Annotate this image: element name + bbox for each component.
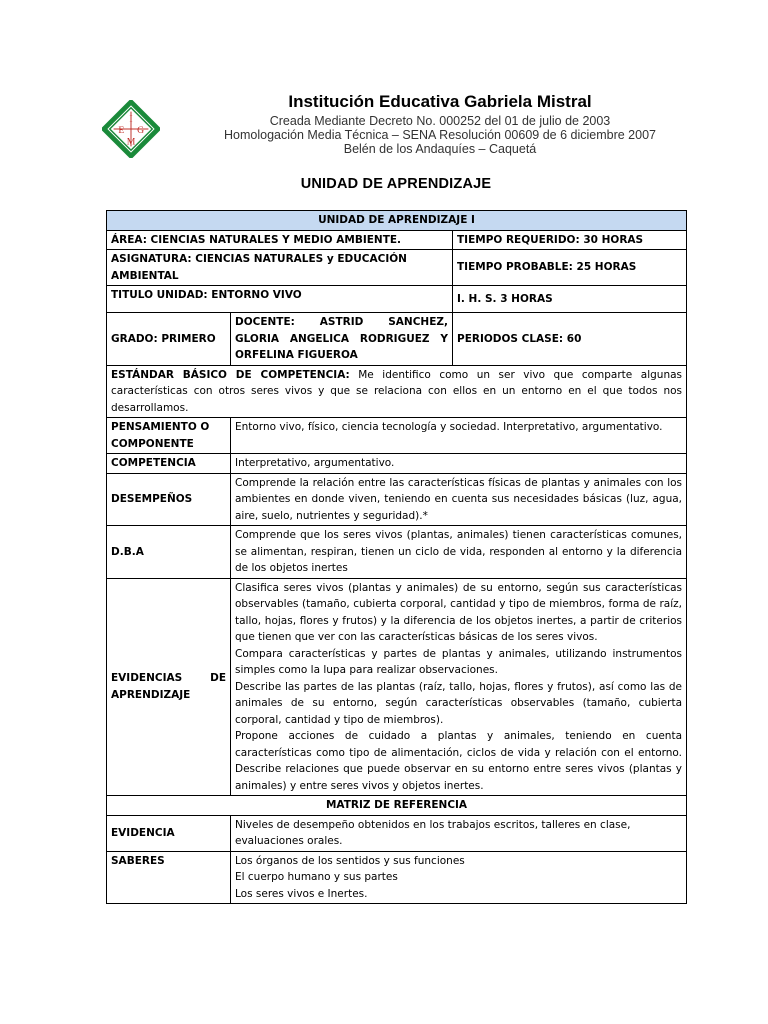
reference-matrix-heading: MATRIZ DE REFERENCIA [107,796,687,816]
svg-text:E: E [118,124,125,136]
probable-time-cell: TIEMPO PROBABLE: 25 HORAS [453,250,687,286]
creation-decree: Creada Mediante Decreto No. 000252 del 01 de julio de 2003 [269,114,611,128]
document-title: UNIDAD DE APRENDIZAJE [300,176,492,192]
evidence-label-word3: APRENDIZAJE [111,688,191,701]
performance-text: Comprende la relación entre las características físicas de plantas y animales con los ambientes en donde viven, teniendo en cuenta sus necesidades básicas (luz, agua, aire, suelo, nutrientes y seguridad).* [231,473,687,526]
weekly-hours-cell: I. H. S. 3 HORAS [453,286,687,313]
required-time-cell: TIEMPO REQUERIDO: 30 HORAS [453,230,687,250]
svg-text:M: M [126,136,136,148]
dba-label: D.B.A [107,526,231,579]
evidence-label-word2: DE [210,672,226,685]
evidence-label [107,578,231,796]
knowledge-item: El cuerpo humano y sus partes [235,871,398,883]
learning-unit-table [106,210,687,904]
area-cell: ÁREA: CIENCIAS NATURALES Y MEDIO AMBIENTE. [107,230,453,250]
unit-title-cell: TITULO UNIDAD: ENTORNO VIVO [107,286,453,313]
school-logo-icon [102,100,160,158]
evidence-label-word1: EVIDENCIAS [111,672,183,685]
knowledge-list [231,851,687,904]
performance-label: DESEMPEÑOS [107,473,231,526]
evidence-paragraph: Compara características y partes de plantas y animales, utilizando instrumentos simples como la lupa para realizar observaciones. [235,647,683,676]
competence-text: Interpretativo, argumentativo. [231,454,687,474]
standard-label: ESTÁNDAR BÁSICO DE COMPETENCIA: [111,368,350,381]
knowledge-label: SABERES [107,851,231,904]
svg-text:G: G [137,124,145,136]
svg-text:I: I [129,113,133,125]
evidence-paragraph: Clasifica seres vivos (plantas y animales) de su entorno, según sus características observables (tamaño, cubierta corporal, cantidad y tipo de miembros, forma de raíz, tallo, hojas, flores y frutos) y la diferencia de los objetos inertes, a partir de criterios que tienen que ver con las características básicas de los seres vivos. [235,581,683,643]
institution-info [200,88,680,156]
grade-cell: GRADO: PRIMERO [107,313,231,366]
evidence-text [231,578,687,796]
dba-text: Comprende que los seres vivos (plantas, animales) tienen características comunes, se alimentan, respiran, tienen un ciclo de vida, responden al entorno y la diferencia de los objetos inertes [231,526,687,579]
institution-name: Institución Educativa Gabriela Mistral [288,92,592,111]
evidence-matrix-text: Niveles de desempeño obtenidos en los trabajos escritos, talleres en clase, evaluaciones orales. [231,815,687,851]
evidence-matrix-label: EVIDENCIA [107,815,231,851]
knowledge-item: Los órganos de los sentidos y sus funciones [235,854,465,867]
subject-cell: ASIGNATURA: CIENCIAS NATURALES y EDUCACIÓN AMBIENTAL [107,250,453,286]
competence-label: COMPETENCIA [107,454,231,474]
evidence-paragraph: Describe las partes de las plantas (raíz, tallo, hojas, flores y frutos), así como las de animales de su entorno, según características observables (tamaño, cubierta corporal, cantidad y tipo de miembros). [235,680,683,726]
location: Belén de los Andaquíes – Caquetá [343,142,537,156]
thought-component-label: PENSAMIENTO O COMPONENTE [107,418,231,454]
unit-heading: UNIDAD DE APRENDIZAJE I [107,211,687,231]
class-periods-cell: PERIODOS CLASE: 60 [453,313,687,366]
thought-component-text: Entorno vivo, físico, ciencia tecnología y sociedad. Interpretativo, argumentativo. [231,418,687,454]
document-header [0,88,768,168]
standard-cell [107,365,687,418]
homologation-note: Homologación Media Técnica – SENA Resolución 00609 de 6 diciembre 2007 [224,128,656,142]
evidence-paragraph: Propone acciones de cuidado a plantas y animales, teniendo en cuenta características como tipo de alimentación, ciclos de vida y relación con el entorno. Describe relaciones que puede observar en su entorno entre seres vivos (plantas y animales) y entre seres vivos y objetos inertes. [235,730,683,792]
knowledge-item: Los seres vivos e Inertes. [235,887,368,900]
teacher-cell: DOCENTE: ASTRID SANCHEZ, GLORIA ANGELICA RODRIGUEZ Y ORFELINA FIGUEROA [231,313,453,366]
standard-text: Me identifico como un ser vivo que comparte algunas características con otros seres vivos y que se relaciona con ellos en un entorno en el que todos nos desarrollamos. [111,368,683,414]
